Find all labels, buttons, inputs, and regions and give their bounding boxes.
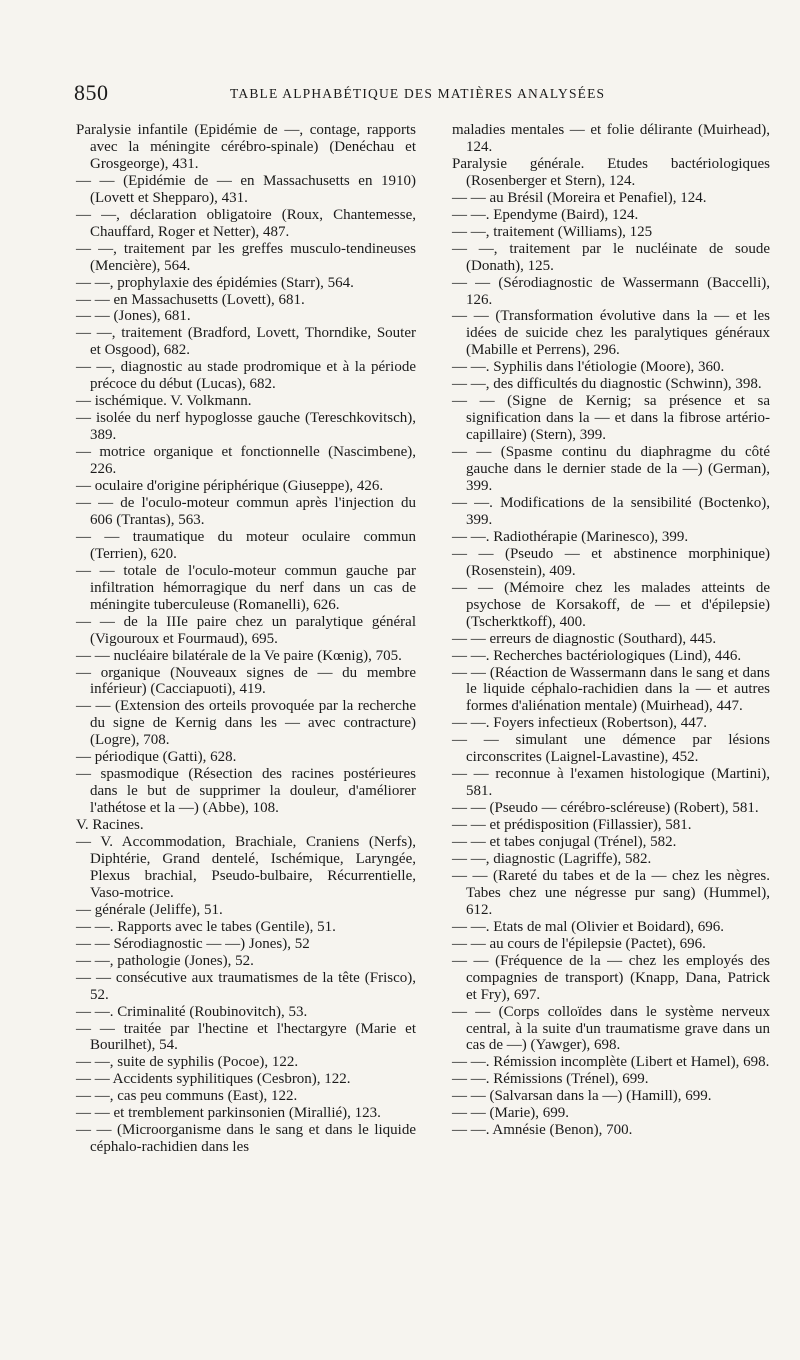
index-entry: V. Racines. <box>76 817 144 834</box>
index-entry: — motrice organique et fonctionnelle (Nascimbene), 226. <box>76 444 416 478</box>
index-entry: — — (Salvarsan dans la —) (Hamill), 699. <box>452 1088 712 1105</box>
index-entry: — —. Criminalité (Roubinovitch), 53. <box>76 1003 308 1020</box>
index-entry: — — et tremblement parkinsonien (Mirallié), 123. <box>76 1105 381 1122</box>
index-entry: — — en Massachusetts (Lovett), 681. <box>76 291 305 308</box>
index-entry: — — (Marie), 699. <box>452 1105 570 1122</box>
index-entry: — —, déclaration obligatoire (Roux, Chantemesse, Chauffard, Roger et Netter), 487. <box>76 206 416 240</box>
page-header <box>74 80 754 110</box>
index-entry: — ischémique. V. Volkmann. <box>76 393 252 410</box>
index-entry: — — (Transformation évolutive dans la — et les idées de suicide chez les paralytiques généraux (Mabille et Perrens), 296. <box>452 308 770 359</box>
index-entry: — —, pathologie (Jones), 52. <box>76 952 254 969</box>
index-entry: — — (Pseudo — cérébro-scléreuse) (Robert), 581. <box>452 800 759 817</box>
index-entry: — — de la IIIe paire chez un paralytique général (Vigouroux et Fourmaud), 695. <box>76 613 416 647</box>
index-entry: — —. Foyers infectieux (Robertson), 447. <box>452 715 707 732</box>
running-title: TABLE ALPHABÉTIQUE DES MATIÈRES ANALYSÉES <box>230 86 606 101</box>
index-entry: — — et prédisposition (Fillassier), 581. <box>452 817 692 834</box>
index-entry: — oculaire d'origine périphérique (Giuseppe), 426. <box>76 478 384 495</box>
index-entry: — — (Pseudo — et abstinence morphinique) (Rosenstein), 409. <box>452 545 770 579</box>
index-entry: — —. Ependyme (Baird), 124. <box>452 206 639 223</box>
index-entry: — — (Jones), 681. <box>76 308 191 325</box>
index-entry: — spasmodique (Résection des racines postérieures dans le but de supprimer la douleur, d'améliorer l'athétose et la —) (Abbe), 108. <box>76 766 416 817</box>
index-entry: — —. Rémissions (Trénel), 699. <box>452 1071 649 1088</box>
index-entry: — — (Microorganisme dans le sang et dans le liquide céphalo-rachidien dans les <box>76 1122 416 1156</box>
index-entry: — — reconnue à l'examen histologique (Martini), 581. <box>452 766 770 800</box>
index-entry: — — (Corps colloïdes dans le système nerveux central, à la suite d'un traumatisme grave dans un cas de —) (Yawger), 698. <box>452 1003 770 1054</box>
index-entry: — périodique (Gatti), 628. <box>76 749 237 766</box>
index-entry: — — (Rareté du tabes et de la — chez les nègres. Tabes chez une négresse pur sang) (Hummel), 612. <box>452 867 770 918</box>
index-entry: — —, traitement (Williams), 125 <box>452 223 653 240</box>
index-entry: — —. Amnésie (Benon), 700. <box>452 1122 633 1139</box>
index-entry: — —. Rémission incomplète (Libert et Hamel), 698. <box>452 1054 770 1071</box>
index-entry: — —, prophylaxie des épidémies (Starr), 564. <box>76 274 354 291</box>
left-column <box>76 122 416 1156</box>
index-entry: — isolée du nerf hypoglosse gauche (Tereschkovitsch), 389. <box>76 410 416 444</box>
index-entry: — — et tabes conjugal (Trénel), 582. <box>452 834 677 851</box>
index-entry: — —, diagnostic (Lagriffe), 582. <box>452 850 652 867</box>
index-entry: — —. Etats de mal (Olivier et Boidard), 696. <box>452 918 725 935</box>
index-entry: — —, suite de syphilis (Pocoe), 122. <box>76 1054 299 1071</box>
index-entry: — — Sérodiagnostic — —) Jones), 52 <box>76 935 310 952</box>
index-entry: — — traitée par l'hectine et l'hectargyre (Marie et Bourilhet), 54. <box>76 1020 416 1054</box>
index-entry: — — (Extension des orteils provoquée par la recherche du signe de Kernig dans les — avec contracture) (Logre), 708. <box>76 698 416 749</box>
index-entry: — —. Syphilis dans l'étiologie (Moore), 360. <box>452 359 725 376</box>
index-entry: Paralysie infantile (Epidémie de —, contage, rapports avec la méningite cérébro-spinale) (Denéchau et Grosgeorge), 431. <box>76 122 416 172</box>
index-entry: — — (Epidémie de — en Massachusetts en 1910) (Lovett et Shepparo), 431. <box>76 172 416 206</box>
index-entry: Paralysie générale. Etudes bactériologiques (Rosenberger et Stern), 124. <box>452 155 770 189</box>
index-entry: — — totale de l'oculo-moteur commun gauche par infiltration hémorragique du nerf dans un cas de méningite tuberculeuse (Romanelli), 626. <box>76 562 416 613</box>
index-entry: — — simulant une démence par lésions circonscrites (Laignel-Lavastine), 452. <box>452 732 770 766</box>
index-entry: — — au Brésil (Moreira et Penafiel), 124. <box>452 189 707 206</box>
index-entry: — —. Rapports avec le tabes (Gentile), 51. <box>76 918 336 935</box>
index-entry: — —, diagnostic au stade prodromique et à la période précoce du début (Lucas), 682. <box>76 359 416 393</box>
index-entry: — —. Radiothérapie (Marinesco), 399. <box>452 528 689 545</box>
index-entry: — —. Modifications de la sensibilité (Boctenko), 399. <box>452 494 770 528</box>
index-entry: — générale (Jeliffe), 51. <box>76 901 223 918</box>
index-entry: — — (Réaction de Wassermann dans le sang et dans le liquide céphalo-rachidien dans la — et autres formes d'aliénation mentale) (Muirhead), 447. <box>452 664 770 715</box>
index-entry: — — Accidents syphilitiques (Cesbron), 122. <box>76 1071 351 1088</box>
index-entry: — —. Recherches bactériologiques (Lind), 446. <box>452 647 742 664</box>
index-entry: — — de l'oculo-moteur commun après l'injection du 606 (Trantas), 563. <box>76 494 416 528</box>
index-entry: maladies mentales — et folie délirante (Muirhead), 124. <box>452 122 770 155</box>
index-entry: — — au cours de l'épilepsie (Pactet), 696. <box>452 935 706 952</box>
index-entry: — — (Fréquence de la — chez les employés des compagnies de transport) (Knapp, Dana, Patrick et Fry), 697. <box>452 952 770 1003</box>
index-entry: — —, cas peu communs (East), 122. <box>76 1088 298 1105</box>
page-number: 850 <box>74 80 109 105</box>
index-entry: — —, traitement (Bradford, Lovett, Thorndike, Souter et Osgood), 682. <box>76 325 416 359</box>
right-column <box>452 122 770 1139</box>
index-entry: — — (Signe de Kernig; sa présence et sa signification dans la — et dans la fibrose artério-capillaire) (Stern), 399. <box>452 393 770 444</box>
index-entry: — — erreurs de diagnostic (Southard), 445. <box>452 630 717 647</box>
index-entry: — — (Spasme continu du diaphragme du côté gauche dans le dernier stade de la —) (German), 399. <box>452 444 770 495</box>
index-entry: — — traumatique du moteur oculaire commun (Terrien), 620. <box>76 528 416 562</box>
index-entry: — — nucléaire bilatérale de la Ve paire (Kœnig), 705. <box>76 647 402 664</box>
index-entry: — — (Sérodiagnostic de Wassermann (Baccelli), 126. <box>452 274 770 308</box>
index-entry: — — consécutive aux traumatismes de la tête (Frisco), 52. <box>76 969 416 1003</box>
index-entry: — V. Accommodation, Brachiale, Craniens (Nerfs), Diphtérie, Grand dentelé, Ischémique, Laryngée, Plexus brachial, Pseudo-bulbaire, Récurrentielle, Vaso-motrice. <box>76 834 416 901</box>
index-entry: — —, traitement par les greffes musculo-tendineuses (Mencière), 564. <box>76 240 416 274</box>
index-entry: — organique (Nouveaux signes de — du membre inférieur) (Cacciapuoti), 419. <box>76 664 416 698</box>
index-entry: — —, traitement par le nucléinate de soude (Donath), 125. <box>452 240 770 274</box>
index-entry: — — (Mémoire chez les malades atteints de psychose de Korsakoff, de — et d'épilepsie) (Tscherktkoff), 400. <box>452 579 770 630</box>
index-entry: — —, des difficultés du diagnostic (Schwinn), 398. <box>452 376 762 393</box>
